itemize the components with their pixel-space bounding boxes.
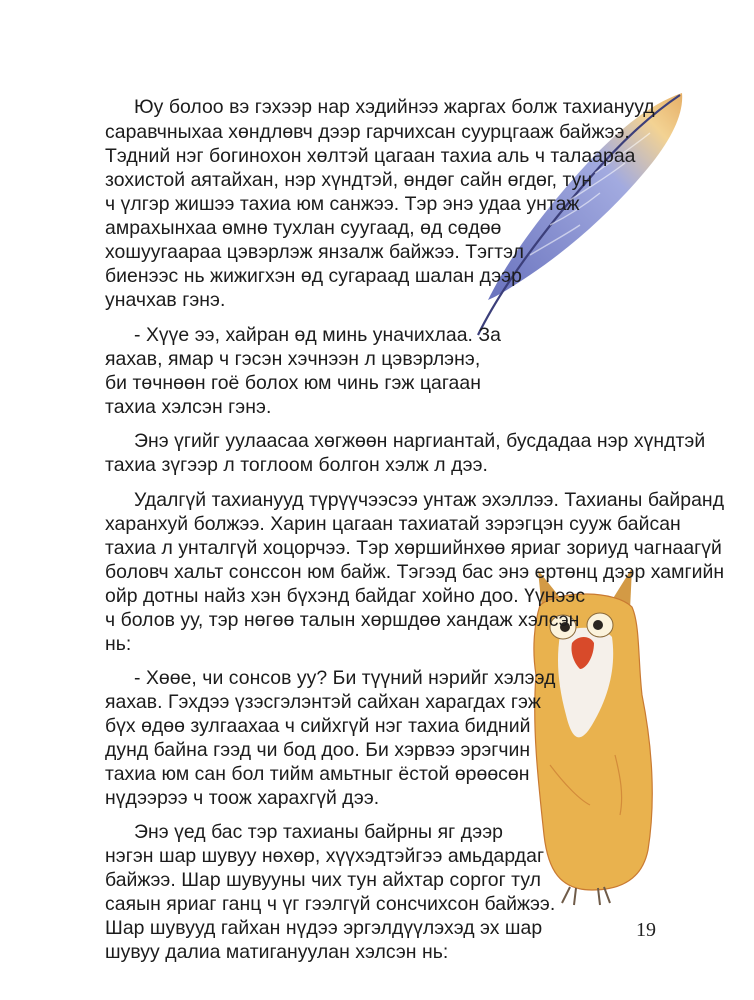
text-line: ч болов уу, тэр нөгөө талын хөршдөө хандаж хэлсэн	[105, 609, 580, 631]
text-line: би төчнөөн гоё болох юм чинь гэж цагаан	[105, 372, 481, 394]
text-line: Юу болоо вэ гэхээр нар хэдийнээ жаргах болж тахианууд	[134, 96, 655, 118]
text-line: амрахынхаа өмнө тухлан суугаад, өд сөдөө	[105, 217, 502, 239]
text-line: яахав, ямар ч гэсэн хэчнээн л цэвэрлэнэ,	[105, 348, 481, 370]
text-line: тахиа юм сан бол тийм амьтныг ёстой өрөөсөн	[105, 763, 530, 785]
text-line: ойр дотны найз хэн бүхэнд байдаг хойно доо. Үүнээс	[105, 585, 586, 607]
text-line: дунд байна гээд чи бод доо. Би хэрвээ эрэгчин	[105, 739, 531, 761]
text-line: зохистой аятайхан, нэр хүндтэй, өндөг сайн өгдөг, тун	[105, 169, 593, 191]
text-line: уначхав гэнэ.	[105, 289, 226, 311]
text-line: Шар шувууд гайхан нүдээ эргэлдүүлэхэд эх шар	[105, 917, 543, 939]
text-line: боловч хальт сонссон юм байж. Тэгээд бас энэ ертөнц дээр хамгийн	[105, 561, 725, 583]
text-line: бүх өдөө зулгаахаа ч сийхгүй нэг тахиа бидний	[105, 715, 531, 737]
text-line: нь:	[105, 633, 132, 655]
text-line: биенээс нь жижигхэн өд сугараад шалан дээр	[105, 265, 522, 287]
text-line: нүдээрээ ч тоож харахгүй дээ.	[105, 787, 380, 809]
text-line: ч үлгэр жишээ тахиа юм санжээ. Тэр энэ удаа унтаж	[105, 193, 580, 215]
text-line: Энэ үгийг уулаасаа хөгжөөн наргиантай, бусдадаа нэр хүндтэй	[134, 430, 706, 452]
text-line: байжээ. Шар шувууны чих тун айхтар соргог тул	[105, 869, 542, 891]
text-line: саяын яриаг ганц ч үг гээлгүй сонсчихсон байжээ.	[105, 893, 556, 915]
text-line: - Хөөе, чи сонсов уу? Би түүний нэрийг хэлээд	[134, 667, 556, 689]
text-line: Удалгүй тахианууд түрүүчээсээ унтаж эхэллээ. Тахианы байранд	[134, 489, 725, 511]
text-line: тахиа л унталгүй хоцорчээ. Тэр хөршийнхөө яриаг зориуд чагнаагүй	[105, 537, 722, 559]
text-line: Энэ үед бас тэр тахианы байрны яг дээр	[134, 821, 504, 843]
text-line: Тэдний нэг богинохон хөлтэй цагаан тахиа аль ч талаараа	[105, 145, 636, 167]
text-line: яахав. Гэхдээ үзэсгэлэнтэй сайхан харагдах гэж	[105, 691, 541, 713]
text-line: шувуу далиа матигануулан хэлсэн нь:	[105, 941, 449, 963]
text-line: тахиа хэлсэн гэнэ.	[105, 396, 272, 418]
page-number: 19	[636, 919, 656, 941]
text-line: хошуугаараа цэвэрлэж янзалж байжээ. Тэгтэл	[105, 241, 524, 263]
text-line: харанхуй болжээ. Харин цагаан тахиатай зэрэгцэн сууж байсан	[105, 513, 681, 535]
text-line: нэгэн шар шувуу нөхөр, хүүхэдтэйгээ амьдардаг	[105, 845, 545, 867]
text-line: - Хүүе ээ, хайран өд минь уначихлаа. За	[134, 324, 502, 346]
text-line: саравчныхаа хөндлөвч дээр гарчихсан суурцгааж байжээ.	[105, 121, 630, 143]
text-line: тахиа зүгээр л тоглоом болгон хэлж л дээ.	[105, 454, 488, 476]
